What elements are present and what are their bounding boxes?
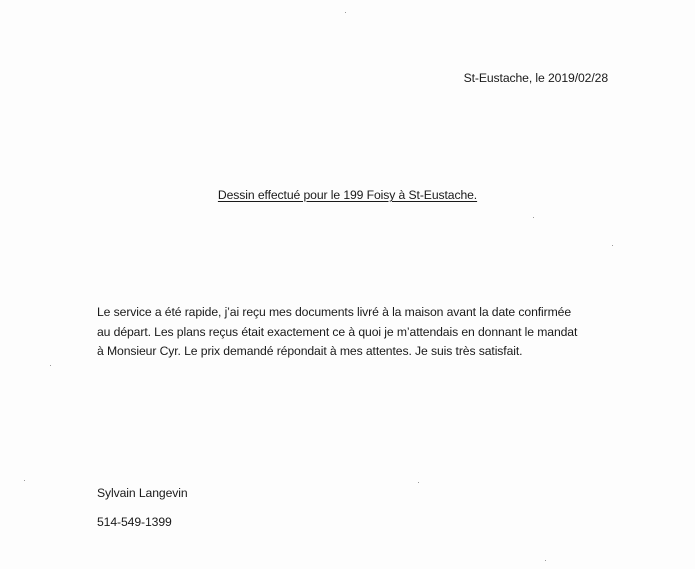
letter-date-line: St-Eustache, le 2019/02/28 — [463, 71, 608, 85]
letter-subject-text: Dessin effectué pour le 199 Foisy à St-Eustache. — [217, 188, 478, 202]
scan-speck — [50, 365, 51, 366]
letter-body: Le service a été rapide, j’ai reçu mes documents livré à la maison avant la date confirmée au départ. Les plans reçus était exactement ce à quoi je m’attendais en donnant le mandat à Monsieur Cyr. Le prix demandé répondait à mes attentes. Je suis très satisfait. — [97, 305, 578, 358]
scan-speck — [345, 12, 346, 13]
scan-speck — [24, 480, 25, 481]
signature-phone: 514-549-1399 — [97, 515, 172, 529]
letter-subject — [0, 188, 695, 202]
scan-speck — [418, 482, 419, 483]
scan-speck — [545, 560, 546, 561]
scan-speck — [612, 245, 613, 246]
signature-name: Sylvain Langevin — [97, 486, 188, 500]
scan-speck — [533, 217, 534, 218]
